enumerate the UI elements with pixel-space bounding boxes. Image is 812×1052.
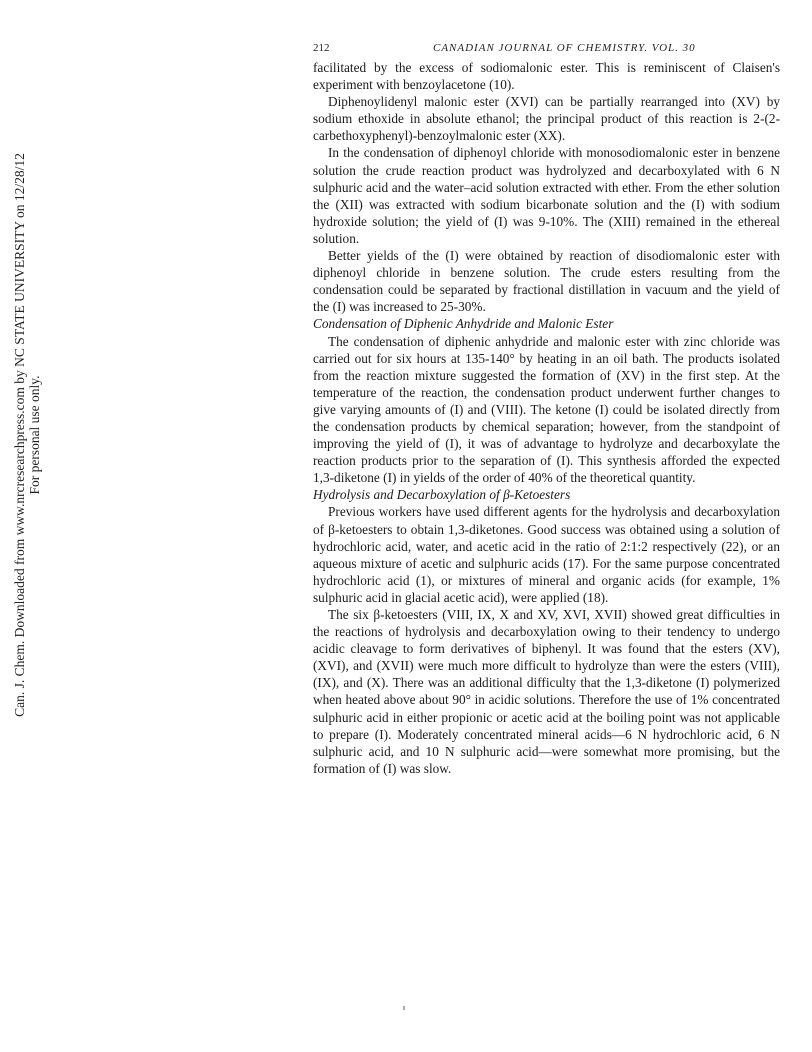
watermark-line-1: Can. J. Chem. Downloaded from www.nrcresearchpress.com by NC STATE UNIVERSITY on 12/28/12 <box>12 153 28 717</box>
watermark-line-2: For personal use only. <box>27 375 43 495</box>
section-heading-condensation: Condensation of Diphenic Anhydride and Malonic Ester <box>313 316 614 332</box>
paragraph-4: Better yields of the (I) were obtained by reaction of disodiomalonic ester with diphenoyl chloride in benzene solution. The crude esters resulting from the condensation could be separated by fractional distillation in vacuum and the yield of the (I) was increased to 25-30%. <box>313 248 780 315</box>
article-body <box>313 59 780 777</box>
paragraph-3: In the condensation of diphenoyl chloride with monosodiomalonic ester in benzene solution the crude reaction product was hydrolyzed and decarboxylated with 6 N sulphuric acid and the water–acid solution extracted with ether. From the ether solution the (XII) was extracted with sodium bicarbonate solution and the (I) with sodium hydroxide solution; the yield of (I) was 9-10%. The (XIII) remained in the ethereal solution. <box>313 145 780 246</box>
running-header <box>313 42 780 58</box>
page-number: 212 <box>313 42 330 54</box>
running-head: CANADIAN JOURNAL OF CHEMISTRY. VOL. 30 <box>433 42 696 54</box>
paragraph-6: Previous workers have used different agents for the hydrolysis and decarboxylation of β-ketoesters to obtain 1,3-diketones. Good success was obtained using a solution of hydrochloric acid, water, and acetic acid in the ratio of 2:1:2 respectively (22), or an aqueous mixture of acetic and sulphuric acids (17). For the same purpose concentrated hydrochloric acid (1), or mixtures of mineral and organic acids (for example, 1% sulphuric acid in glacial acetic acid), were applied (18). <box>313 504 780 605</box>
paragraph-7: The six β-ketoesters (VIII, IX, X and XV, XVI, XVII) showed great difficulties in the reactions of hydrolysis and decarboxylation owing to their tendency to undergo acidic cleavage to form derivatives of biphenyl. It was found that the esters (XV), (XVI), and (XVII) were much more difficult to hydrolyze than were the esters (VIII), (IX), and (X). There was an additional difficulty that the 1,3-diketone (I) polymerized when heated above about 90° in acidic solutions. Therefore the use of 1% concentrated sulphuric acid in either propionic or acetic acid at the boiling point was not applicable to prepare (I). Moderately concentrated mineral acids—6 N hydrochloric acid, 6 N sulphuric acid, and 10 N sulphuric acid—were somewhat more promising, but the formation of (I) was slow. <box>313 607 780 776</box>
section-heading-hydrolysis: Hydrolysis and Decarboxylation of β-Ketoesters <box>313 487 571 503</box>
watermark-text <box>12 153 42 717</box>
scan-speck <box>403 1006 405 1010</box>
paragraph-5: The condensation of diphenic anhydride and malonic ester with zinc chloride was carried out for six hours at 135-140° by heating in an oil bath. The products isolated from the reaction mixture suggested the formation of (XV) in the first step. At the temperature of the reaction, the condensation product underwent further changes to give varying amounts of (I) and (VIII). The ketone (I) could be isolated directly from the condensation products by chemical separation; however, from the standpoint of improving the yield of (I), it was of advantage to hydrolyze and decarboxylate the reaction products prior to the separation of (I). This synthesis afforded the expected 1,3-diketone (I) in yields of the order of 40% of the theoretical quantity. <box>313 333 780 486</box>
paragraph-1: facilitated by the excess of sodiomalonic ester. This is reminiscent of Claisen's experiment with benzoylacetone (10). <box>313 60 780 93</box>
paragraph-2: Diphenoylidenyl malonic ester (XVI) can be partially rearranged into (XV) by sodium ethoxide in absolute ethanol; the principal product of this reaction is 2-(2-carbethoxyphenyl)-benzoylmalonic ester (XX). <box>313 94 780 144</box>
download-watermark <box>4 153 50 717</box>
